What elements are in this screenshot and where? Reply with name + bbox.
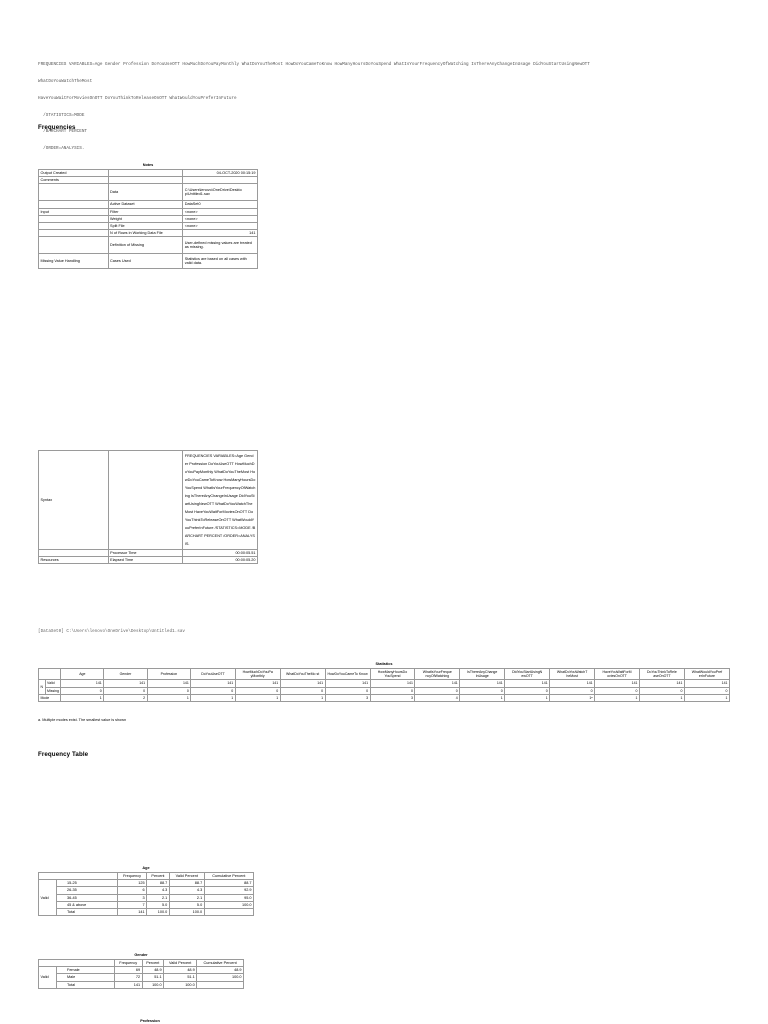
notes-cell [108, 170, 183, 177]
column-header: Cumulative Percent [197, 960, 244, 967]
notes-cell: DataSet0 [183, 201, 258, 208]
statistics-cell: 141 [147, 680, 191, 687]
statistics-cell: 141 [280, 680, 325, 687]
value-cell: 92.9 [204, 887, 253, 894]
value-cell [204, 909, 253, 916]
value-cell: 100.0 [142, 981, 164, 988]
statistics-cell: 1 [147, 694, 191, 701]
notes-cell: Data [108, 184, 183, 201]
category-label: Total [57, 981, 115, 988]
statistics-row-label: Mode [39, 694, 61, 701]
value-cell: 7 [118, 901, 147, 908]
table-row [39, 550, 258, 557]
table-row [39, 451, 258, 550]
notes-cell [39, 215, 109, 222]
notes-cell: C:\Users\lenovo\OneDrive\Deskto p\Untitled1.sav [183, 184, 258, 201]
statistics-cell: 0 [280, 687, 325, 694]
profession-table-title: Profession [140, 1019, 160, 1023]
table-row [39, 687, 730, 694]
statistics-cell: 141 [505, 680, 550, 687]
notes-cell: <none> [183, 215, 258, 222]
notes-cell: Comments [39, 177, 109, 184]
statistics-column-header: HowMuchDoYouPa yMonthly [235, 669, 280, 680]
notes-cell [39, 223, 109, 230]
table-row [39, 201, 258, 208]
notes-cell [108, 451, 183, 550]
notes-table-continued [38, 450, 258, 564]
syntax-line: /BARCHART PERCENT [38, 129, 87, 135]
value-cell: 48.9 [164, 967, 197, 974]
value-cell: 100.0 [169, 909, 204, 916]
value-cell: 2.1 [147, 894, 170, 901]
value-cell: 5.0 [147, 901, 170, 908]
statistics-column-header: WhatDoYouTheMo st [280, 669, 325, 680]
notes-cell [39, 550, 109, 557]
table-row [39, 909, 254, 916]
statistics-column-header: DoYouUseOTT [191, 669, 235, 680]
gender-table [38, 959, 244, 989]
value-cell: 88.7 [169, 880, 204, 887]
statistics-column-header: DidYouStartUsingN ewOTT [505, 669, 550, 680]
column-header: Frequency [114, 960, 142, 967]
category-label: 36-45 [57, 894, 118, 901]
column-header: Percent [142, 960, 164, 967]
value-cell [197, 981, 244, 988]
statistics-cell: 1 [191, 694, 235, 701]
syntax-block [38, 51, 590, 157]
table-row [39, 230, 258, 237]
value-cell: 69 [114, 967, 142, 974]
notes-cell: 04-OCT-2020 00:15:19 [183, 170, 258, 177]
statistics-column-header: WhatWouldYouPref erInFuture [684, 669, 729, 680]
value-cell: 88.7 [147, 880, 170, 887]
statistics-table [38, 668, 730, 702]
statistics-cell: 141 [370, 680, 415, 687]
elapsed-value: 00:00:05.20 [183, 557, 258, 564]
notes-cell: User-defined missing values are treated as missing. [183, 237, 258, 254]
valid-label: Valid [39, 967, 57, 989]
notes-cell: Split File [108, 223, 183, 230]
table-row [39, 557, 258, 564]
statistics-cell: 141 [191, 680, 235, 687]
syntax-text: FREQUENCIES VARIABLES=Age Gender Profession DoYouUseOTT HowMuchDoYouPayMonthly WhatDoYouTheMost HowDoYouCameToKnow HowManyHoursDoYouSpend WhatIsYourFrequencyOfWatching IsThereAnyChangeInUsage DidYouStartUsingNewOTT WhatDoYouWatchTheMost HaveYouWaitForMoviesOnOTT DoYouThinkToReleaseOnOTT WhatWouldYouPreferInFuture /STATISTICS=MODE /BARCHART PERCENT /ORDER=ANALYSIS. [183, 451, 258, 550]
gender-table-title: Gender [134, 953, 148, 957]
table-row [39, 967, 244, 974]
statistics-cell: 141 [415, 680, 460, 687]
syntax-line: FREQUENCIES VARIABLES=Age Gender Profession DoYouUseOTT HowMuchDoYouPayMonthly WhatDoYouTheMost HowDoYouCameToKnow HowManyHoursDoYouSpend WhatIsYourFrequencyOfWatching IsThereAnyChangeInUsage DidYouStartUsingNewOTT [38, 62, 590, 68]
statistics-column-header: HowManyHoursDo YouSpend [370, 669, 415, 680]
notes-cell [39, 237, 109, 254]
resources-label: Resources [39, 557, 109, 564]
notes-cell [39, 201, 109, 208]
statistics-cell: 4 [415, 694, 460, 701]
table-row [39, 177, 258, 184]
statistics-column-header: IsThereAnyChange InUsage [460, 669, 505, 680]
value-cell: 72 [114, 974, 142, 981]
statistics-cell: 0 [595, 687, 640, 694]
value-cell: 2.1 [169, 894, 204, 901]
category-label: 15-25 [57, 880, 118, 887]
notes-cell: <none> [183, 223, 258, 230]
statistics-cell: 0 [235, 687, 280, 694]
value-cell: 88.7 [204, 880, 253, 887]
table-row [39, 170, 258, 177]
statistics-cell: 1 [61, 694, 104, 701]
table-row [39, 981, 244, 988]
statistics-cell: 141 [639, 680, 684, 687]
statistics-cell: 1 [684, 694, 729, 701]
statistics-cell: 141 [104, 680, 147, 687]
value-cell: 141 [118, 909, 147, 916]
statistics-cell: 3 [370, 694, 415, 701]
table-row [39, 694, 730, 701]
notes-cell: Active Dataset [108, 201, 183, 208]
table-row [39, 254, 258, 269]
valid-label: Valid [39, 880, 57, 916]
notes-cell: Filter [108, 208, 183, 215]
corner-cell [39, 873, 118, 880]
statistics-cell: 141 [460, 680, 505, 687]
age-table [38, 872, 254, 916]
statistics-cell: 2 [104, 694, 147, 701]
n-label: N [39, 680, 46, 694]
statistics-cell: 1 [595, 694, 640, 701]
elapsed-label: Elapsed Time [108, 557, 183, 564]
statistics-cell: 1 [280, 694, 325, 701]
value-cell: 51.1 [164, 974, 197, 981]
notes-cell: Missing Value Handling [39, 254, 109, 269]
syntax-line: WhatDoYouWatchTheMost [38, 78, 93, 84]
value-cell: 4.3 [169, 887, 204, 894]
table-row [39, 208, 258, 215]
statistics-column-header: WhatIsYourFreque ncyOfWatching [415, 669, 460, 680]
statistics-cell: 0 [147, 687, 191, 694]
table-row [39, 974, 244, 981]
table-row [39, 184, 258, 201]
notes-cell: 141 [183, 230, 258, 237]
table-row [39, 901, 254, 908]
notes-cell: Statistics are based on all cases with valid data. [183, 254, 258, 269]
notes-cell: Input [39, 208, 109, 215]
table-row [39, 880, 254, 887]
dataset-line: [DataSet0] C:\Users\lenovo\OneDrive\Desktop\Untitled1.sav [38, 629, 185, 634]
statistics-cell: 1ᵃ [550, 694, 595, 701]
category-label: Male [57, 974, 115, 981]
syntax-line: HaveYouWaitForMoviesOnOTT DoYouThinkToReleaseOnOTT WhatWouldYouPreferInFuture [38, 95, 237, 101]
statistics-cell: 141 [61, 680, 104, 687]
processor-value: 00:00:05.51 [183, 550, 258, 557]
statistics-cell: 0 [639, 687, 684, 694]
table-row [39, 223, 258, 230]
notes-cell [108, 177, 183, 184]
value-cell: 3 [118, 894, 147, 901]
value-cell: 100.0 [164, 981, 197, 988]
column-header: Frequency [118, 873, 147, 880]
table-header-row [39, 960, 244, 967]
notes-cell [183, 177, 258, 184]
statistics-cell: 0 [325, 687, 370, 694]
value-cell: 6 [118, 887, 147, 894]
table-row [39, 680, 730, 687]
notes-cell [39, 230, 109, 237]
statistics-column-header: WhatDoYouWatchT heMost [550, 669, 595, 680]
statistics-cell: 0 [104, 687, 147, 694]
statistics-row-label: Valid [45, 680, 61, 687]
statistics-cell: 1 [505, 694, 550, 701]
statistics-cell: 3 [325, 694, 370, 701]
table-row [39, 894, 254, 901]
statistics-column-header: Profession [147, 669, 191, 680]
statistics-footnote: a. Multiple modes exist. The smallest value is shown [38, 718, 127, 722]
statistics-cell: 141 [595, 680, 640, 687]
statistics-title: Statistics [375, 662, 393, 666]
statistics-column-header: HowDoYouCameTo Know [325, 669, 370, 680]
statistics-cell: 1 [639, 694, 684, 701]
category-label: 26-35 [57, 887, 118, 894]
value-cell: 100.0 [204, 901, 253, 908]
statistics-cell: 1 [460, 694, 505, 701]
statistics-cell: 0 [505, 687, 550, 694]
syntax-line: /STATISTICS=MODE [38, 112, 85, 118]
notes-cell: N of Rows in Working Data File [108, 230, 183, 237]
statistics-cell: 0 [191, 687, 235, 694]
table-row [39, 215, 258, 222]
statistics-header-row [39, 669, 730, 680]
value-cell: 141 [114, 981, 142, 988]
corner-cell [39, 960, 115, 967]
statistics-cell: 141 [684, 680, 729, 687]
table-header-row [39, 873, 254, 880]
processor-label: Processor Time [108, 550, 183, 557]
notes-cell: Output Created [39, 170, 109, 177]
table-row [39, 237, 258, 254]
statistics-cell: 0 [61, 687, 104, 694]
statistics-cell: 1 [235, 694, 280, 701]
frequency-table-heading: Frequency Table [38, 751, 89, 758]
value-cell: 51.1 [142, 974, 164, 981]
notes-table [38, 169, 258, 269]
statistics-cell: 0 [550, 687, 595, 694]
value-cell: 5.0 [169, 901, 204, 908]
statistics-column-header: Gender [104, 669, 147, 680]
statistics-column-header: DoYouThinkToRele aseOnOTT [639, 669, 684, 680]
syntax-label: Syntax [39, 451, 109, 550]
value-cell: 48.9 [142, 967, 164, 974]
statistics-cell: 0 [684, 687, 729, 694]
notes-cell: Weight [108, 215, 183, 222]
category-label: Female [57, 967, 115, 974]
age-table-title: Age [142, 866, 150, 870]
statistics-corner [39, 669, 61, 680]
statistics-column-header: Age [61, 669, 104, 680]
statistics-column-header: HaveYouWaitForM oviesOnOTT [595, 669, 640, 680]
value-cell: 100.0 [197, 974, 244, 981]
notes-cell [39, 184, 109, 201]
column-header: Valid Percent [164, 960, 197, 967]
notes-cell: <none> [183, 208, 258, 215]
value-cell: 95.0 [204, 894, 253, 901]
syntax-line: /ORDER=ANALYSIS. [38, 146, 85, 152]
category-label: 45 & above [57, 901, 118, 908]
statistics-row-label: Missing [47, 688, 59, 693]
value-cell: 125 [118, 880, 147, 887]
statistics-cell: 141 [550, 680, 595, 687]
column-header: Cumulative Percent [204, 873, 253, 880]
column-header: Valid Percent [169, 873, 204, 880]
category-label: Total [57, 909, 118, 916]
table-row [39, 887, 254, 894]
value-cell: 48.9 [197, 967, 244, 974]
statistics-cell: 0 [460, 687, 505, 694]
value-cell: 4.3 [147, 887, 170, 894]
notes-title: Notes [142, 163, 154, 167]
column-header: Percent [147, 873, 170, 880]
statistics-cell: 141 [325, 680, 370, 687]
notes-cell: Definition of Missing [108, 237, 183, 254]
statistics-cell: 141 [235, 680, 280, 687]
value-cell: 100.0 [147, 909, 170, 916]
statistics-cell: 0 [370, 687, 415, 694]
frequencies-heading: Frequencies [38, 124, 76, 131]
statistics-cell: 0 [415, 687, 460, 694]
notes-cell: Cases Used [108, 254, 183, 269]
